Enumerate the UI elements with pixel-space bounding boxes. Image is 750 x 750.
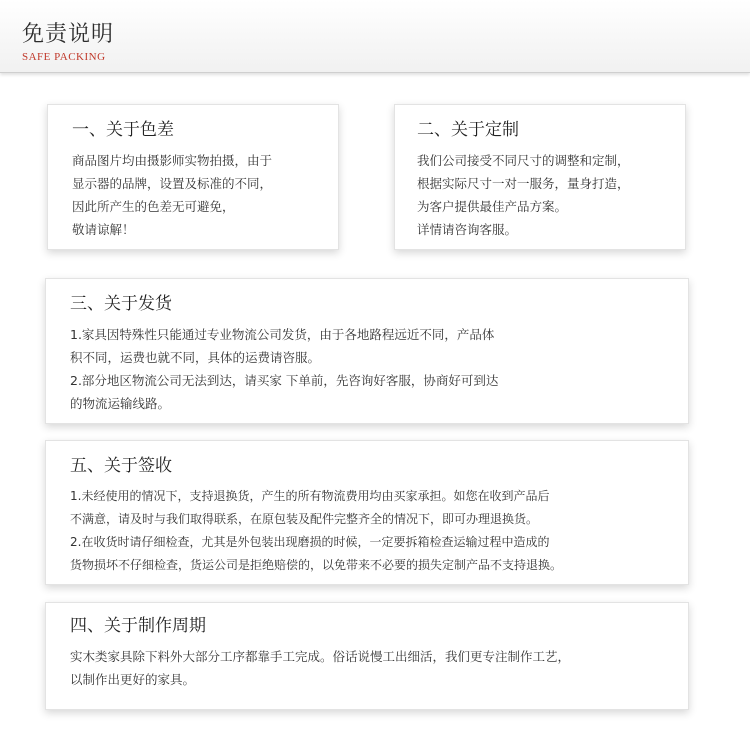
- section-shipping: [45, 278, 689, 424]
- section-title: 五、关于签收: [70, 456, 172, 476]
- page-title: 免责说明: [22, 22, 115, 47]
- section-text-line: 2.在收货时请仔细检查，尤其是外包装出现磨损的时候，一定要拆箱检查运输过程中造成的: [70, 535, 550, 549]
- section-production-cycle: [45, 602, 689, 710]
- section-text-line: 1.未经使用的情况下，支持退换货，产生的所有物流费用均由买家承担。如您在收到产品后: [70, 489, 550, 503]
- section-text-line: 根据实际尺寸一对一服务，量身打造，: [417, 176, 630, 191]
- section-text-line: 以制作出更好的家具。: [70, 672, 196, 687]
- section-text-line: 实木类家具除下料外大部分工序都靠手工完成。俗话说慢工出细活，我们更专注制作工艺，: [70, 649, 571, 664]
- section-text-line: 敬请谅解！: [72, 222, 135, 237]
- section-text-line: 为客户提供最佳产品方案。: [417, 199, 568, 214]
- section-text-line: 商品图片均由摄影师实物拍摄，由于: [72, 153, 273, 168]
- section-text-line: 不满意，请及时与我们取得联系，在原包装及配件完整齐全的情况下，即可办理退换货。: [70, 512, 539, 526]
- page-header: [0, 0, 750, 73]
- section-text-line: 货物损坏不仔细检查，货运公司是拒绝赔偿的，以免带来不必要的损失定制产品不支持退换。: [70, 558, 563, 572]
- section-text-line: 详情请咨询客服。: [417, 222, 518, 237]
- section-receipt: [45, 440, 689, 585]
- section-title: 二、关于定制: [417, 120, 519, 140]
- section-title: 四、关于制作周期: [70, 616, 206, 636]
- section-title: 一、关于色差: [72, 120, 174, 140]
- section-title: 三、关于发货: [70, 294, 172, 314]
- section-text-line: 的物流运输线路。: [70, 396, 171, 411]
- section-text-line: 因此所产生的色差无可避免，: [72, 199, 235, 214]
- section-text-line: 1.家具因特殊性只能通过专业物流公司发货，由于各地路程远近不同，产品体: [70, 327, 495, 342]
- section-color-difference: [47, 104, 339, 250]
- section-customization: [394, 104, 686, 250]
- page-subtitle: SAFE PACKING: [22, 51, 106, 63]
- section-text-line: 显示器的品牌，设置及标准的不同，: [72, 176, 273, 191]
- section-text-line: 2.部分地区物流公司无法到达，请买家 下单前，先咨询好客服，协商好可到达: [70, 373, 499, 388]
- section-text-line: 我们公司接受不同尺寸的调整和定制，: [417, 153, 630, 168]
- section-text-line: 积不同，运费也就不同，具体的运费请咨服。: [70, 350, 321, 365]
